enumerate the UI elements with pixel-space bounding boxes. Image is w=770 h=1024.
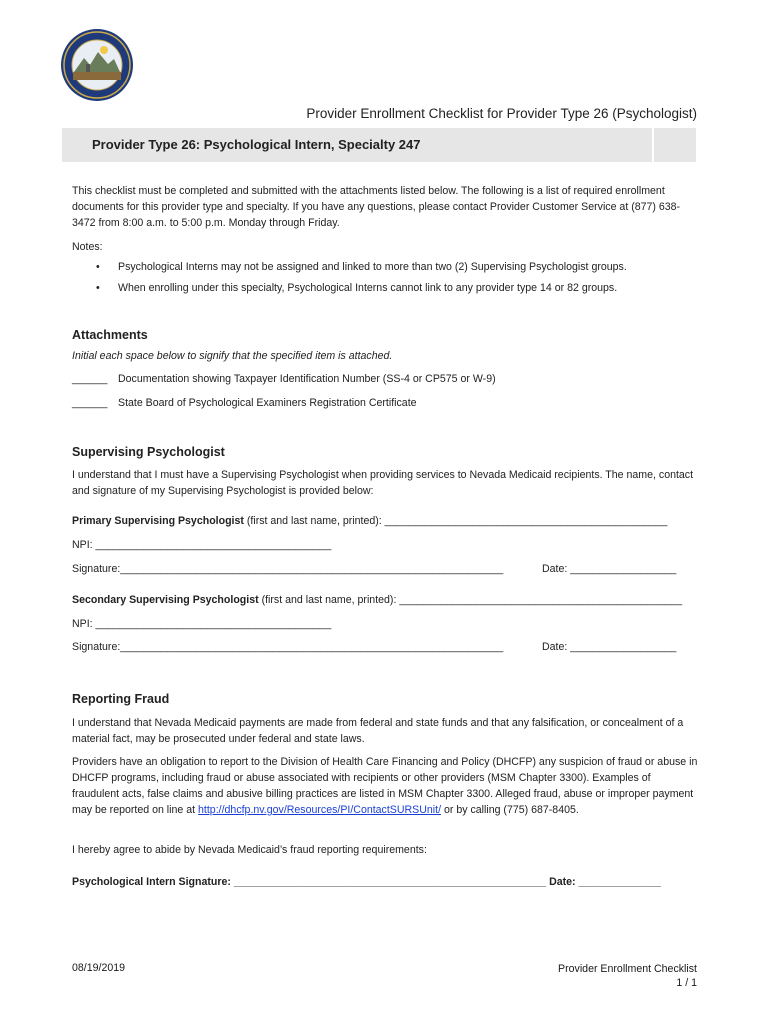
provider-type-band <box>62 128 698 162</box>
primary-npi-field[interactable]: NPI: ________________________________________ <box>72 539 332 551</box>
surs-contact-link[interactable]: http://dhcfp.nv.gov/Resources/PI/ContactSURSUnit/ <box>198 804 442 816</box>
initial-blank[interactable]: ______ <box>72 397 108 409</box>
secondary-name-field[interactable]: Secondary Supervising Psychologist (first and last name, printed): ________________________________________________ <box>72 594 683 606</box>
initial-blank[interactable]: ______ <box>72 373 108 385</box>
state-seal-logo <box>60 28 134 102</box>
footer-doc-name: Provider Enrollment Checklist <box>558 963 697 975</box>
secondary-date-field[interactable]: Date: __________________ <box>542 641 677 653</box>
bullet-icon: • <box>96 261 100 273</box>
secondary-npi-field[interactable]: NPI: ________________________________________ <box>72 618 332 630</box>
primary-date-field[interactable]: Date: __________________ <box>542 563 677 575</box>
attachment-item: ______ State Board of Psychological Examiners Registration Certificate <box>72 397 417 409</box>
attachment-item: ______ Documentation showing Taxpayer Identification Number (SS-4 or CP575 or W-9) <box>72 373 496 385</box>
document-title: Provider Enrollment Checklist for Provider Type 26 (Psychologist) <box>306 106 697 121</box>
fraud-paragraph-1: I understand that Nevada Medicaid payments are made from federal and state funds and that any falsification, or concealment of a material fact, may be prosecuted under federal and state laws. <box>72 717 684 745</box>
page-number: 1 / 1 <box>676 977 697 989</box>
footer-date: 08/19/2019 <box>72 962 126 974</box>
notes-list <box>72 259 698 301</box>
primary-name-field[interactable]: Primary Supervising Psychologist (first and last name, printed): ________________________________________________ <box>72 515 668 527</box>
bullet-icon: • <box>96 282 100 294</box>
list-item: • Psychological Interns may not be assigned and linked to more than two (2) Supervising Psychologist groups. <box>72 259 698 275</box>
footer-doc-info <box>558 962 697 990</box>
fraud-heading: Reporting Fraud <box>72 692 170 706</box>
attachments-list <box>72 371 698 419</box>
attachments-instruction: Initial each space below to signify that the specified item is attached. <box>72 350 393 362</box>
fraud-agreement: I hereby agree to abide by Nevada Medicaid’s fraud reporting requirements: <box>72 844 427 856</box>
fraud-paragraph-2: Providers have an obligation to report to the Division of Health Care Financing and Policy (DHCFP) any suspicion of fraud or abuse in DHCFP programs, including fraud or abuse associated with recipients or other providers (MSM Chapter 3300). Examples of fraudulent acts, false claims and abusive billing practices are listed in MSM Chapter 3300. Alleged fraud, abuse or improper payment may be reported on line at http://dhcfp.nv.gov/Resources/PI/ContactSURSUnit/ or by calling (775) 687-8405. <box>72 756 698 816</box>
supervising-paragraph: I understand that I must have a Supervising Psychologist when providing services to Nevada Medicaid recipients. The name, contact and signature of my Supervising Psychologist is provided below: <box>72 469 694 497</box>
list-item: • When enrolling under this specialty, Psychological Interns cannot link to any provider type 14 or 82 groups. <box>72 280 698 296</box>
intern-signature-field[interactable]: Psychological Intern Signature: _____________________________________________________ Date: ______________ <box>72 876 662 888</box>
primary-signature-field[interactable]: Signature:_________________________________________________________________ Date: __________________ <box>72 563 677 575</box>
attachments-heading: Attachments <box>72 328 148 342</box>
intro-paragraph: This checklist must be completed and submitted with the attachments listed below. The following is a list of required enrollment documents for this provider type and specialty. If you have any questions, please contact Provider Customer Service at (877) 638-3472 from 8:00 a.m. to 5:00 p.m. Monday through Friday. <box>72 185 681 229</box>
provider-type-heading: Provider Type 26: Psychological Intern, Specialty 247 <box>92 137 421 152</box>
notes-label: Notes: <box>72 241 103 253</box>
secondary-signature-field[interactable]: Signature:_________________________________________________________________ Date: __________________ <box>72 641 677 653</box>
supervising-heading: Supervising Psychologist <box>72 445 225 459</box>
